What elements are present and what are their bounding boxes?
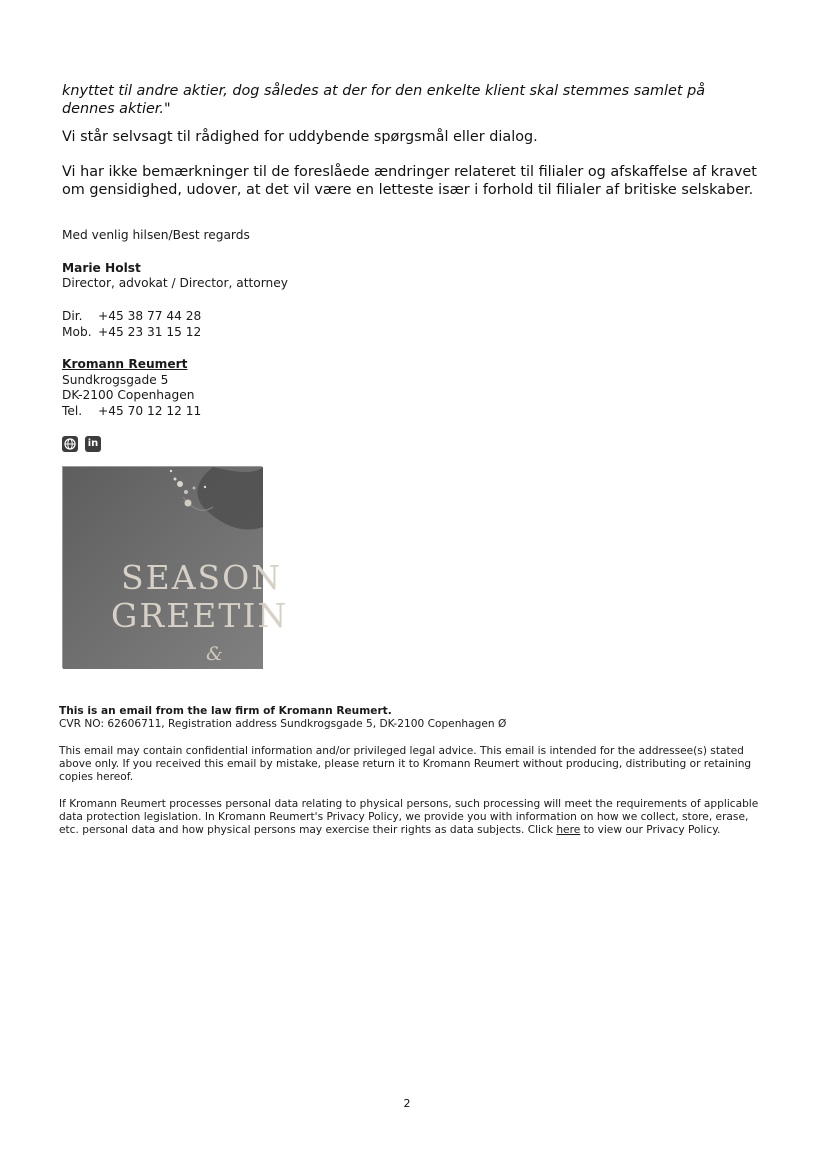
company-street: Sundkrogsgade 5 <box>62 372 169 387</box>
privacy-policy-link[interactable]: here <box>556 824 581 836</box>
company-phone-label: Tel. <box>62 403 83 418</box>
mobile-phone-number[interactable]: +45 23 31 15 12 <box>98 324 202 339</box>
company-link[interactable]: Kromann Reumert <box>62 357 188 371</box>
body-paragraph-remarks: Vi har ikke bemærkninger til de foreslåede ændringer relateret til filialer og afskaffelse af kravet om gensidighed, udover, at det vil være en letteste især i forhold til filialer af britiske selskaber. <box>62 164 757 198</box>
linkedin-icon[interactable]: in <box>85 436 101 452</box>
disclaimer-privacy <box>59 798 759 837</box>
seasons-greetings-banner[interactable] <box>62 466 289 668</box>
company-phone-row <box>62 404 201 420</box>
company-city: DK-2100 Copenhagen <box>62 388 195 403</box>
direct-phone-label: Dir. <box>62 309 83 323</box>
disclaimer-confidential: This email may contain confidential information and/or privileged legal advice. This email is intended for the addressee(s) stated above only. If you received this email by mistake, please return it to Kromann Reumert without producing, distributing or retaining copies hereof. <box>59 745 752 783</box>
signature-title: Director, advokat / Director, attorney <box>62 276 288 290</box>
web-icon[interactable] <box>62 436 78 452</box>
privacy-text: If Kromann Reumert processes personal data relating to physical persons, such processing will meet the requirements of applicable data protection legislation. In Kromann Reumert's Privacy Policy, we provide you with information on how we collect, store, erase, etc. personal data and how physical persons may exercise their rights as data subjects. Click <box>59 798 759 836</box>
banner-text-greetings: GREETIN <box>111 596 289 635</box>
signature-greeting: Med venlig hilsen/Best regards <box>62 228 250 242</box>
disclaimer-heading: This is an email from the law firm of Kromann Reumert. <box>59 705 392 717</box>
body-paragraph-availability: Vi står selvsagt til rådighed for uddybende spørgsmål eller dialog. <box>62 129 538 145</box>
mobile-phone-row <box>62 325 201 341</box>
signature-phones <box>62 309 201 340</box>
banner-text-seasons: SEASON <box>121 558 283 597</box>
privacy-text-end: to view our Privacy Policy. <box>583 824 721 836</box>
quoted-text: knyttet til andre aktier, dog således at der for den enkelte klient skal stemmes samlet på dennes aktier." <box>62 83 706 117</box>
banner-ampersand: & <box>206 643 223 665</box>
direct-phone-row <box>62 309 201 325</box>
signature-name: Marie Holst <box>62 261 141 275</box>
disclaimer-header <box>59 705 759 731</box>
signature-company-block <box>62 357 201 419</box>
direct-phone-number[interactable]: +45 38 77 44 28 <box>98 309 202 323</box>
mobile-phone-label: Mob. <box>62 324 92 339</box>
company-phone-number[interactable]: +45 70 12 12 11 <box>98 403 202 418</box>
social-icons <box>62 436 101 452</box>
disclaimer-cvr: CVR NO: 62606711, Registration address Sundkrogsgade 5, DK-2100 Copenhagen Ø <box>59 718 507 730</box>
page-number: 2 <box>403 1097 411 1110</box>
